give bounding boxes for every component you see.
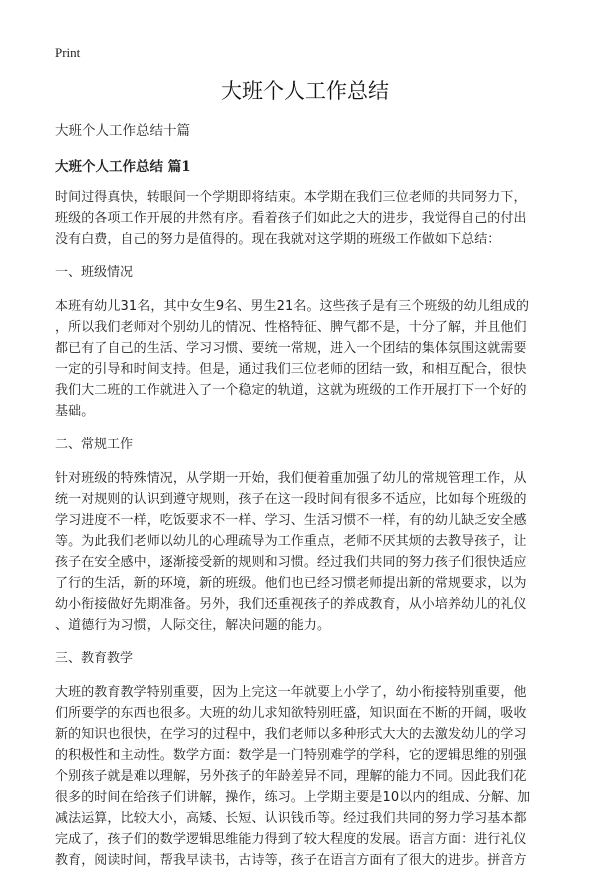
paragraph-line: 我们大二班的工作就进入了一个稳定的轨道，这就为班级的工作开展打下一个好的	[55, 383, 527, 398]
page-title: 大班个人工作总结	[221, 79, 389, 103]
section-paragraph	[55, 468, 555, 636]
paragraph-line: 本班有幼儿31名，其中女生9名、男生21名。这些孩子是有三个班级的幼儿组成的	[55, 299, 530, 314]
paragraph-line: 教育，阅读时间，帮我早读书，古诗等，孩子在语言方面有了很大的进步。拼音方	[55, 853, 527, 868]
sections	[55, 264, 555, 871]
paragraph-line: 减法运算，比较大小，高矮、长短、认识钱币等。经过我们共同的努力学习基本都	[55, 811, 527, 826]
paragraph-line: 幼小衔接做好先期准备。另外，我们还重视孩子的养成教育，从小培养幼儿的礼仪	[55, 597, 527, 612]
paragraph-line: 统一对规则的认识到遵守规则，孩子在这一段时间有很多不适应，比如每个班级的	[55, 492, 527, 507]
paragraph-line: 大班的教育教学特别重要，因为上完这一年就要上小学了，幼小衔接特别重要，他	[55, 685, 527, 700]
print-link[interactable]: Print	[55, 45, 81, 60]
section-heading: 三、教育教学	[55, 651, 134, 666]
paragraph-line: 学习进度不一样，吃饭要求不一样、学习、生活习惯不一样，有的幼儿缺乏安全感	[55, 513, 527, 528]
paragraph-line: 基础。	[55, 404, 95, 419]
paragraph-line: 完成了，孩子们的数学逻辑思维能力得到了较大程度的发展。语言方面：进行礼仪	[55, 832, 527, 847]
paragraph-line: 班级的各项工作开展的井然有序。看着孩子们如此之大的进步，我觉得自己的付出	[55, 211, 527, 226]
section-heading: 二、常规工作	[55, 437, 134, 452]
article-heading: 大班个人工作总结 篇1	[55, 159, 191, 175]
paragraph-line: 孩子在安全感中，逐渐接受新的规则和习惯。经过我们共同的努力孩子们很快适应	[55, 555, 527, 570]
paragraph-line: 时间过得真快，转眼间一个学期即将结束。本学期在我们三位老师的共同努力下，	[55, 190, 527, 205]
paragraph-line: 没有白费，自己的努力是值得的。现在我就对这学期的班级工作做如下总结：	[55, 232, 501, 247]
paragraph-line: 的积极性和主动性。数学方面：数学是一门特别难学的学科，它的逻辑思维的别强	[55, 748, 527, 763]
document-page	[55, 45, 555, 885]
paragraph-line: 很多的时间在给孩子们讲解，操作，练习。上学期主要是10以内的组成、分解、加	[55, 790, 531, 805]
paragraph-line: 了行的生活，新的环境，新的班级。他们也已经习惯老师提出新的常规要求，以为	[55, 576, 527, 591]
paragraph-line: 都已有了自己的生活、学习习惯、要统一常规，进入一个团结的集体氛围这就需要	[55, 341, 527, 356]
intro-paragraph	[55, 187, 555, 250]
paragraph-line: 新的知识也很快，在学习的过程中，我们老师以多种形式大大的去激发幼儿的学习	[55, 727, 527, 742]
paragraph-line: 们所要学的东西也很多。大班的幼儿求知欲特别旺盛，知识面在不断的开阔，吸收	[55, 706, 527, 721]
paragraph-line: ，所以我们老师对个别幼儿的情况、性格特征、脾气都不是，十分了解，并且他们	[55, 320, 527, 335]
section-paragraph	[55, 682, 555, 871]
paragraph-line: 个别孩子就是难以理解，另外孩子的年龄差异不同，理解的能力不同。因此我们花	[55, 769, 527, 784]
section-paragraph	[55, 296, 555, 422]
section-heading: 一、班级情况	[55, 265, 134, 280]
paragraph-line: 针对班级的特殊情况，从学期一开始，我们便着重加强了幼儿的常规管理工作，从	[55, 471, 527, 486]
paragraph-line: 、道德行为习惯，人际交往，解决问题的能力。	[55, 618, 331, 633]
paragraph-line: 等。为此我们老师以幼儿的心理疏导为工作重点，老师不厌其烦的去教导孩子，让	[55, 534, 527, 549]
paragraph-line: 一定的引导和时间支持。但是，通过我们三位老师的团结一致，和相互配合，很快	[55, 362, 527, 377]
document-subtitle: 大班个人工作总结十篇	[55, 123, 190, 139]
